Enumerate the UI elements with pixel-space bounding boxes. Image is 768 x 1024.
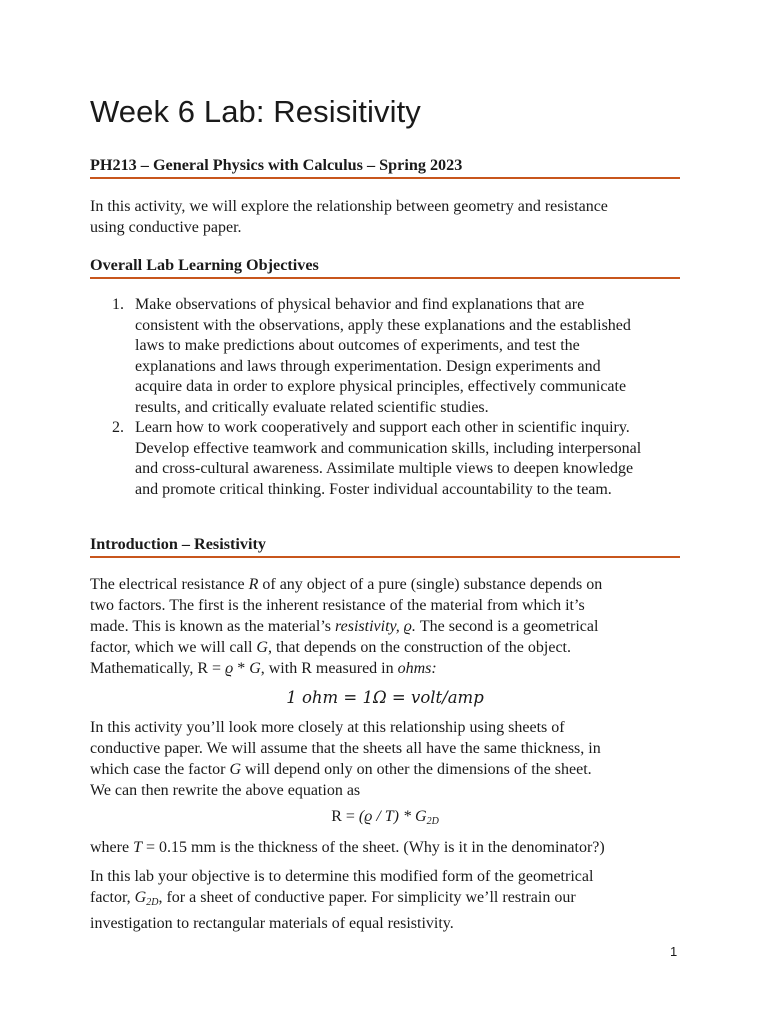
objective-line: Develop effective teamwork and communication skills, including interpersonal — [135, 439, 642, 457]
objective-line: laws to make predictions about outcomes of experiments, and test the — [135, 337, 580, 354]
objective-paragraph: In this lab your objective is to determine this modified form of the geometrical factor, $G_{2D}$, for a sheet of conductive paper. For simplicity we’ll restrain our investigation to rectangular materials of equal resistivity. — [90, 868, 594, 932]
resistivity-term: resistivity, ϱ. — [335, 618, 416, 635]
thickness-paragraph: where T = 0.15 mm is the thickness of the sheet. (Why is it in the denominator?) — [90, 839, 605, 856]
introduction-heading: Introduction – Resistivity — [90, 535, 680, 558]
objective-line: and promote critical thinking. Foster individual accountability to the team. — [135, 480, 612, 498]
objective-line: Make observations of physical behavior and find explanations that are — [135, 296, 585, 313]
intro-line: In this activity, we will explore the relationship between geometry and resistance — [90, 198, 608, 215]
objective-line: Learn how to work cooperatively and support each other in scientific inquiry. — [135, 419, 630, 436]
intro-paragraph — [90, 196, 680, 238]
objective-line: and cross-cultural awareness. Assimilate multiple views to deepen knowledge — [135, 460, 634, 477]
objective-line: acquire data in order to explore physical principles, effectively communicate — [135, 378, 627, 395]
page-title: Week 6 Lab: Resisitivity — [90, 94, 421, 129]
conductive-paper-paragraph: In this activity you’ll look more closely at this relationship using sheets of conductive paper. We will assume that the sheets all have the same thickness, in which case the factor G will depend only on other the dimensions of the sheet. We can then rewrite the above equation as — [90, 719, 601, 799]
intro-line: using conductive paper. — [90, 219, 242, 236]
ohm-equation: 1 ohm = 1Ω = volt/amp — [286, 688, 484, 707]
page-number: 1 — [670, 944, 678, 959]
list-number: 2. — [112, 419, 124, 436]
objective-line: results, and critically evaluate related scientific studies. — [135, 398, 489, 416]
objectives-heading: Overall Lab Learning Objectives — [90, 256, 680, 279]
course-header: PH213 – General Physics with Calculus – Spring 2023 — [90, 156, 680, 179]
resistance-equation: $R = (ϱ / T) * G_{2D}$ — [331, 808, 439, 827]
list-number: 1. — [112, 296, 124, 313]
resistance-paragraph: The electrical resistance R of any object of a pure (single) substance depends on two factors. The first is the inherent resistance of the material from which it’s made. This is known as the material’s resistivity, ϱ. The second is a geometrical factor, which we will call G, that depends on the construction of the object. Mathematically, R = ϱ * G, with R measured in ohms: — [90, 576, 603, 677]
objective-line: explanations and laws through experimentation. Design experiments and — [135, 357, 601, 375]
ohms-term: ohms: — [397, 660, 437, 677]
objective-line: consistent with the observations, apply these explanations and the established — [135, 316, 631, 334]
